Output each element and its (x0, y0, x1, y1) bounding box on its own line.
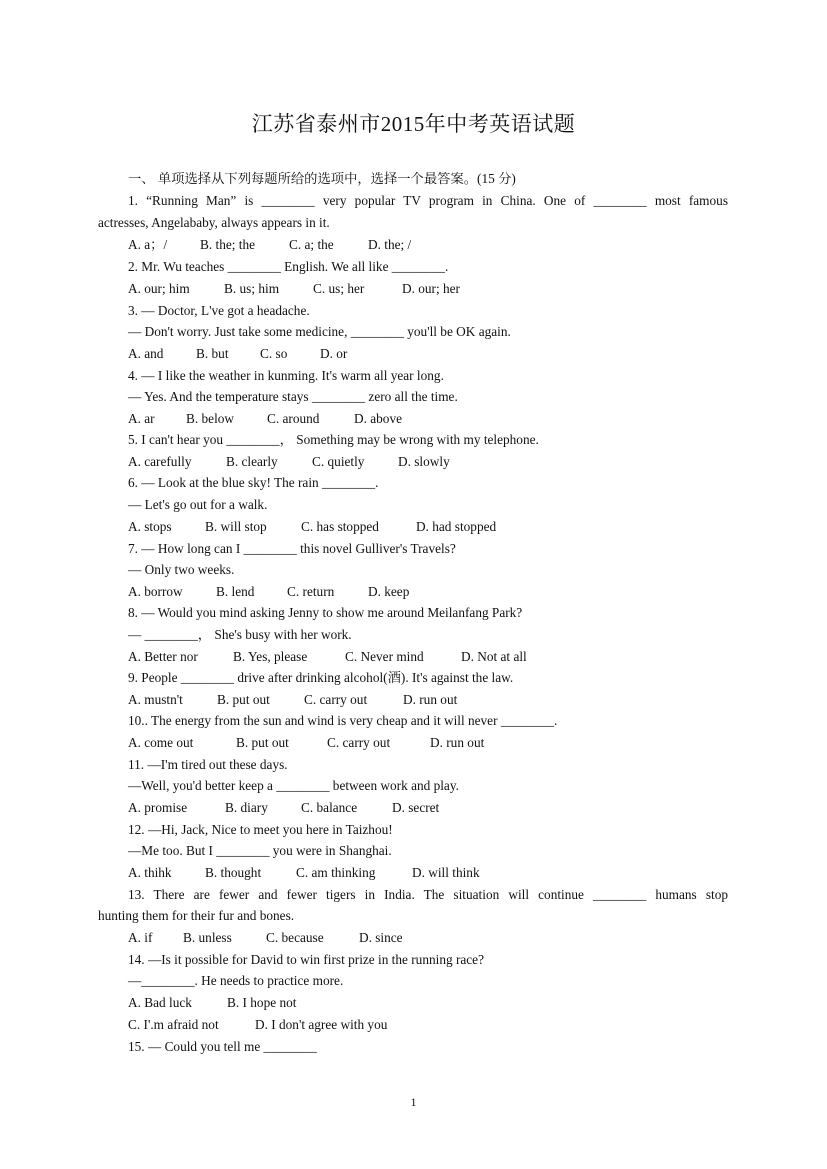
option-b: B. put out (217, 692, 270, 707)
question-15-stem: 15. — Could you tell me ________ (128, 1039, 317, 1054)
question-7-stem-line-2: — Only two weeks. (128, 562, 235, 577)
option-c: C. so (260, 346, 288, 361)
option-d: D. had stopped (416, 519, 497, 534)
question-3-options (128, 345, 347, 363)
question-1-stem-line-2: actresses, Angelababy, always appears in it. (98, 215, 330, 230)
option-a: A. our; him (128, 281, 190, 296)
question-9-stem: 9. People ________ drive after drinking alcohol(酒). It's against the law. (128, 670, 514, 685)
option-d: D. or (320, 346, 348, 361)
question-6-options (128, 518, 496, 536)
question-3-stem-line-1: 3. — Doctor, L've got a headache. (128, 303, 310, 318)
question-12-stem-line-1: 12. —Hi, Jack, Nice to meet you here in Taizhou! (128, 822, 393, 837)
option-a: A. ar (128, 411, 155, 426)
option-b: B. Yes, please (233, 649, 308, 664)
question-9-options (128, 691, 457, 709)
option-d: D. I don't agree with you (255, 1017, 388, 1032)
option-b: B. lend (216, 584, 255, 599)
option-d: D. keep (368, 584, 410, 599)
option-c: C. I'.m afraid not (128, 1017, 219, 1032)
question-4-stem-line-2: — Yes. And the temperature stays ________ zero all the time. (128, 389, 458, 404)
option-c: C. around (267, 411, 320, 426)
option-c: C. has stopped (301, 519, 379, 534)
question-6-stem-line-1: 6. — Look at the blue sky! The rain ________. (128, 475, 379, 490)
option-d: D. our; her (402, 281, 460, 296)
question-8-options (128, 648, 527, 666)
question-12-stem-line-2: —Me too. But I ________ you were in Shanghai. (128, 843, 392, 858)
option-b: B. put out (236, 735, 289, 750)
option-a: A. a；/ (128, 237, 168, 252)
option-a: A. come out (128, 735, 194, 750)
option-a: A. if (128, 930, 153, 945)
question-11-stem-line-1: 11. —I'm tired out these days. (128, 757, 288, 772)
option-c: C. Never mind (345, 649, 424, 664)
option-d: D. run out (403, 692, 458, 707)
section-heading: 一、 单项选择从下列每题所给的选项中，选择一个最答案。(15 分) (128, 171, 516, 186)
option-d: D. since (359, 930, 403, 945)
question-14-options-row-2 (128, 1016, 387, 1034)
question-2-options (128, 280, 460, 298)
option-a: A. Bad luck (128, 995, 192, 1010)
option-b: B. diary (225, 800, 268, 815)
document-title: 江苏省泰州市2015年中考英语试题 (251, 112, 576, 136)
question-7-stem-line-1: 7. — How long can I ________ this novel Gulliver's Travels? (128, 541, 456, 556)
question-14-options-row-1 (128, 994, 296, 1012)
question-13-stem-line-1: 13. There are fewer and fewer tigers in India. The situation will continue ________ humans stop (128, 887, 728, 902)
question-8-stem-line-2: — ________， She's busy with her work. (128, 627, 352, 642)
question-5-options (128, 453, 450, 471)
option-b: B. unless (183, 930, 232, 945)
option-b: B. us; him (224, 281, 280, 296)
question-5-stem: 5. I can't hear you ________， Something may be wrong with my telephone. (128, 432, 539, 447)
question-4-stem-line-1: 4. — I like the weather in kunming. It's warm all year long. (128, 368, 444, 383)
option-d: D. will think (412, 865, 480, 880)
option-d: D. above (354, 411, 402, 426)
question-7-options (128, 583, 409, 601)
question-13-stem-line-2: hunting them for their fur and bones. (98, 908, 295, 923)
option-a: A. borrow (128, 584, 183, 599)
option-d: D. slowly (398, 454, 450, 469)
question-1-stem-line-1: 1. “Running Man” is ________ very popular TV program in China. One of ________ most famous (128, 193, 728, 208)
question-1-options (128, 236, 411, 254)
question-14-stem-line-1: 14. —Is it possible for David to win first prize in the running race? (128, 952, 484, 967)
option-c: C. return (287, 584, 335, 599)
option-b: B. thought (205, 865, 262, 880)
option-d: D. run out (430, 735, 485, 750)
question-10-stem: 10.. The energy from the sun and wind is very cheap and it will never ________. (128, 713, 558, 728)
option-c: C. am thinking (296, 865, 376, 880)
question-13-options (128, 929, 403, 947)
option-a: A. thihk (128, 865, 172, 880)
option-b: B. the; the (200, 237, 256, 252)
option-b: B. clearly (226, 454, 278, 469)
option-b: B. but (196, 346, 229, 361)
option-c: C. quietly (312, 454, 365, 469)
option-a: A. Better nor (128, 649, 198, 664)
option-c: C. balance (301, 800, 358, 815)
option-a: A. promise (128, 800, 188, 815)
option-c: C. carry out (327, 735, 391, 750)
question-14-stem-line-2: —________. He needs to practice more. (128, 973, 344, 988)
option-d: D. secret (392, 800, 440, 815)
option-a: A. mustn't (128, 692, 183, 707)
option-d: D. the; / (368, 237, 412, 252)
option-c: C. a; the (289, 237, 334, 252)
question-8-stem-line-1: 8. — Would you mind asking Jenny to show me around Meilanfang Park? (128, 605, 523, 620)
question-4-options (128, 410, 402, 428)
question-2-stem: 2. Mr. Wu teaches ________ English. We all like ________. (128, 259, 449, 274)
option-c: C. because (266, 930, 324, 945)
option-b: B. will stop (205, 519, 267, 534)
question-11-options (128, 799, 439, 817)
question-12-options (128, 864, 480, 882)
option-a: A. carefully (128, 454, 192, 469)
question-10-options (128, 734, 484, 752)
option-c: C. carry out (304, 692, 368, 707)
question-11-stem-line-2: —Well, you'd better keep a ________ between work and play. (128, 778, 459, 793)
option-c: C. us; her (313, 281, 365, 296)
question-6-stem-line-2: — Let's go out for a walk. (128, 497, 268, 512)
option-a: A. and (128, 346, 164, 361)
page-number: 1 (410, 1095, 417, 1109)
option-b: B. below (186, 411, 235, 426)
option-a: A. stops (128, 519, 172, 534)
option-b: B. I hope not (227, 995, 297, 1010)
option-d: D. Not at all (461, 649, 527, 664)
question-3-stem-line-2: — Don't worry. Just take some medicine, ________ you'll be OK again. (128, 324, 511, 339)
